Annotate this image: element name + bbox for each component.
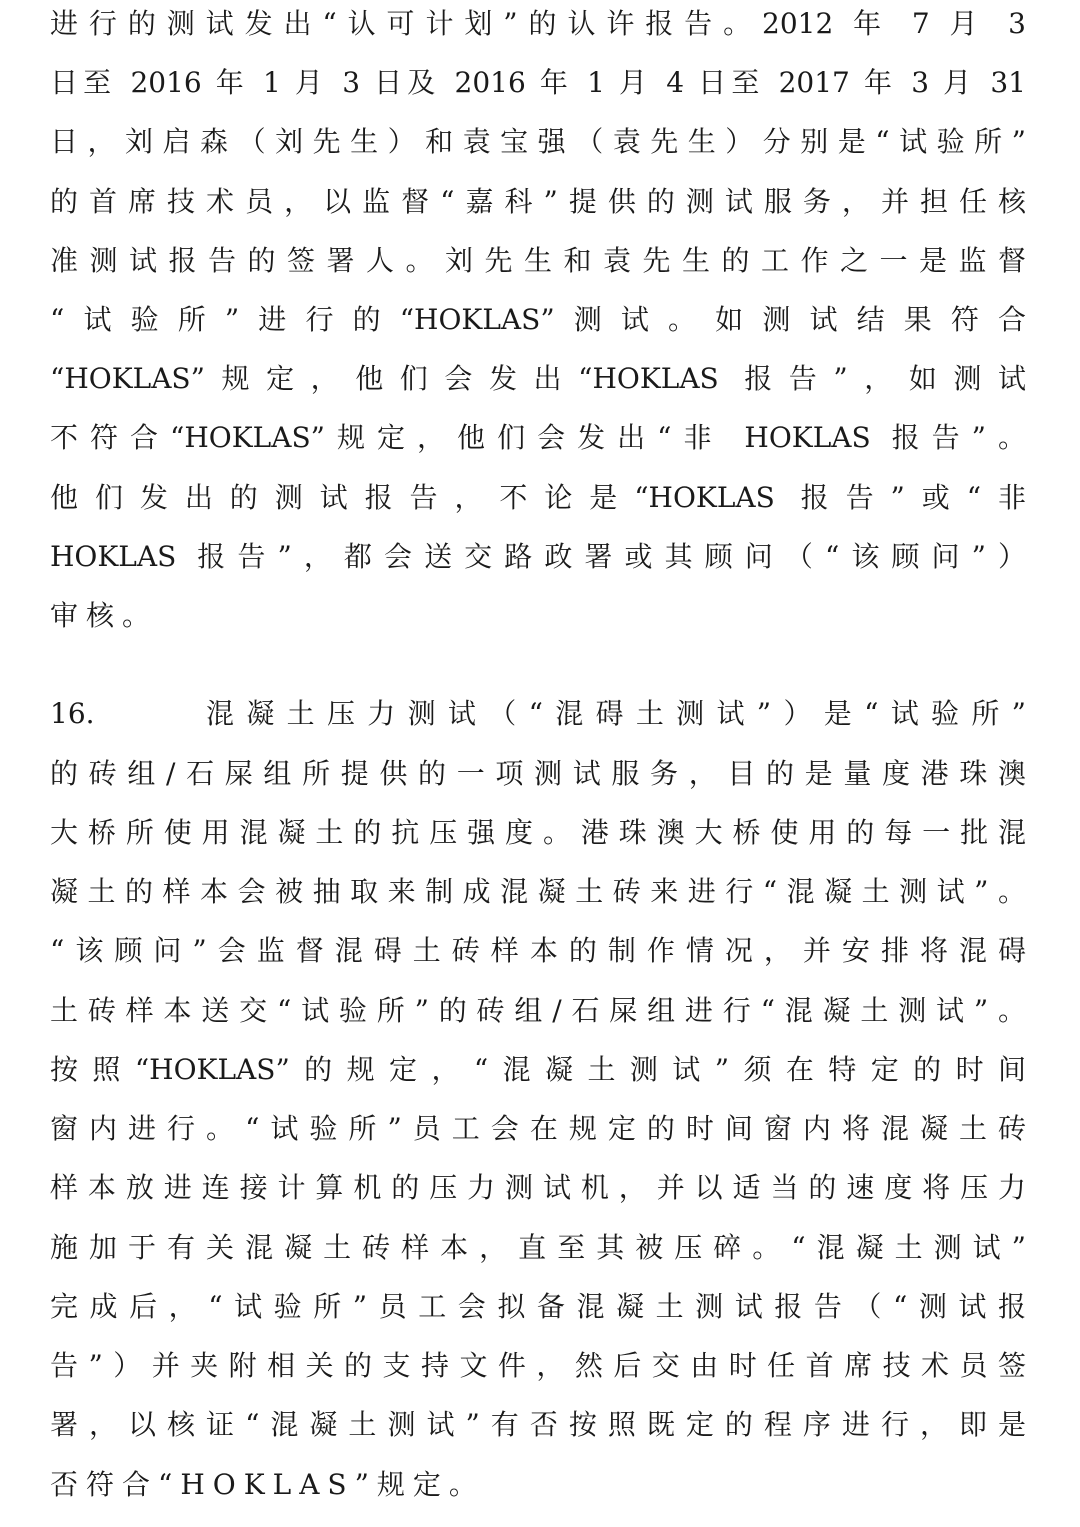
text-line: “该顾问”会监督混碍土砖样本的制作情况，并安排将混碍 — [50, 934, 1026, 967]
text-line: 日，刘启森（刘先生）和袁宝强（袁先生）分别是“试验所” — [50, 125, 1026, 158]
text-line: “试验所”进行的“HOKLAS”测试。如测试结果符合 — [50, 303, 1026, 336]
text-line: 告”）并夹附相关的支持文件，然后交由时任首席技术员签 — [50, 1349, 1026, 1382]
text-line: 完成后，“试验所”员工会拟备混凝土测试报告（“测试报 — [50, 1290, 1026, 1323]
text-line: 准测试报告的签署人。刘先生和袁先生的工作之一是监督 — [50, 244, 1026, 277]
text-line: 审核。 — [50, 599, 159, 632]
text-line: 大桥所使用混凝土的抗压强度。港珠澳大桥使用的每一批混 — [50, 816, 1026, 849]
text-line: 窗内进行。“试验所”员工会在规定的时间窗内将混凝土砖 — [50, 1112, 1026, 1145]
text-line: 的首席技术员，以监督“嘉科”提供的测试服务，并担任核 — [50, 185, 1026, 218]
text-line: 他们发出的测试报告，不论是“HOKLAS 报告”或“非 — [50, 481, 1026, 514]
paragraph-number: 16. — [50, 697, 95, 730]
text-line: 施加于有关混凝土砖样本，直至其被压碎。“混凝土测试” — [50, 1231, 1026, 1264]
text-line: 土砖样本送交“试验所”的砖组/石屎组进行“混凝土测试”。 — [50, 994, 1026, 1027]
text-line: 日至 2016 年 1 月 3 日及 2016 年 1 月 4 日至 2017 年 3 月 31 — [50, 66, 1026, 99]
text-line: 样本放进连接计算机的压力测试机，并以适当的速度将压力 — [50, 1171, 1026, 1204]
text-line: “HOKLAS”规定，他们会发出“HOKLAS 报告”，如测试 — [50, 362, 1026, 395]
text-line: 不符合“HOKLAS”规定，他们会发出“非 HOKLAS 报告”。 — [50, 421, 1026, 454]
text-line: HOKLAS 报告”，都会送交路政署或其顾问（“该顾问”） — [50, 540, 1026, 573]
text-line: 署，以核证“混凝土测试”有否按照既定的程序进行，即是 — [50, 1408, 1026, 1441]
text-line: 按照“HOKLAS”的规定，“混凝土测试”须在特定的时间 — [50, 1053, 1026, 1086]
text-line: 混凝土压力测试（“混碍土测试”）是“试验所” — [206, 697, 1026, 730]
text-line: 进行的测试发出“认可计划”的认许报告。2012 年 7 月 3 — [50, 7, 1026, 40]
text-line: 否符合“HOKLAS”规定。 — [50, 1468, 485, 1501]
text-line: 凝土的样本会被抽取来制成混凝土砖来进行“混凝土测试”。 — [50, 875, 1026, 908]
text-line: 的砖组/石屎组所提供的一项测试服务，目的是量度港珠澳 — [50, 757, 1026, 790]
